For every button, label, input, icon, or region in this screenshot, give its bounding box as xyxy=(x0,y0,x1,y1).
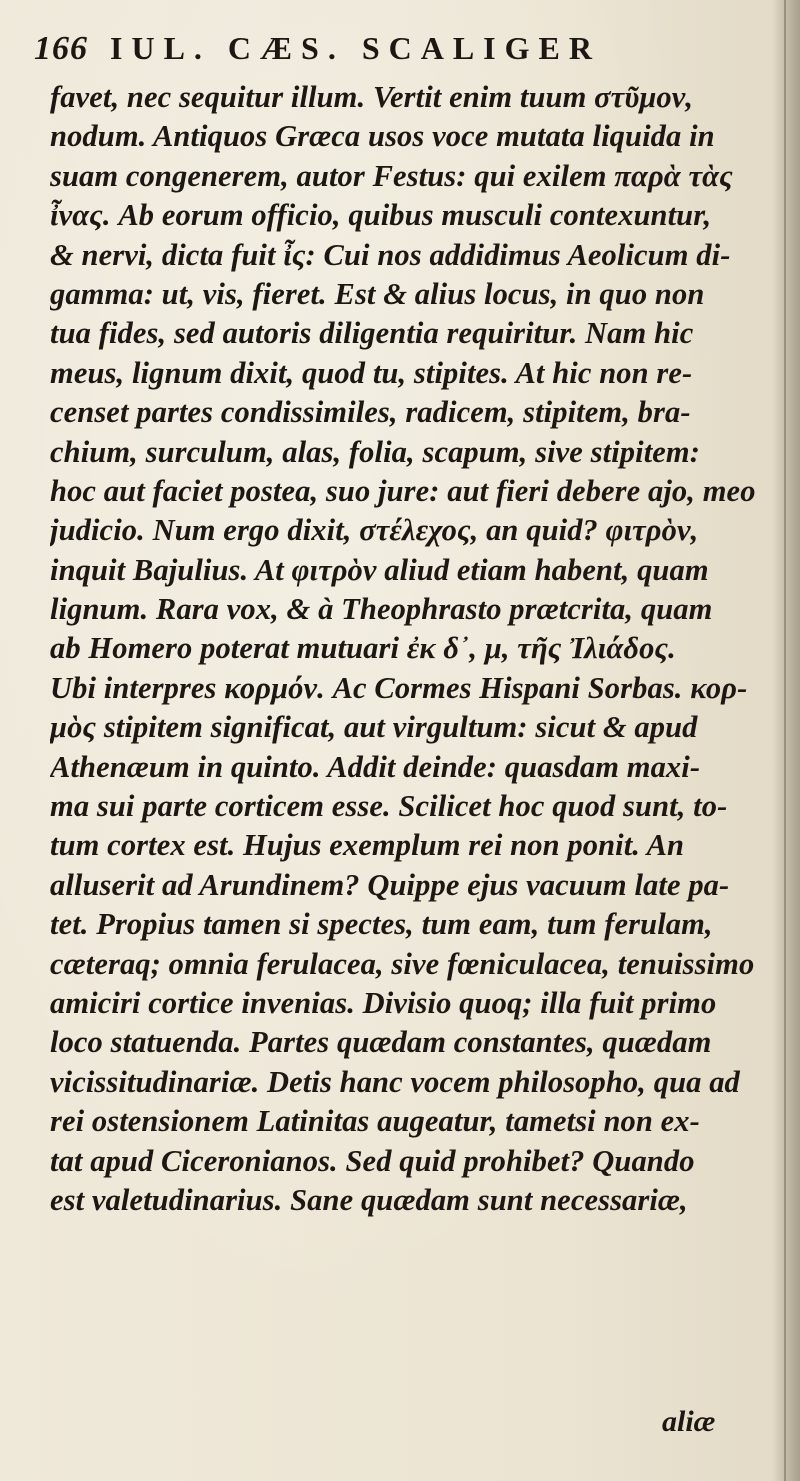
text-line: ἶνας. Ab eorum officio, quibus musculi contexuntur, xyxy=(50,198,712,233)
text-line: ab Homero poterat mutuari ἐκ δ᾽, μ, τῆς Ἰλιάδος. xyxy=(50,631,676,666)
text-line: nodum. Antiquos Græca usos voce mutata liquida in xyxy=(50,119,715,154)
text-line: hoc aut faciet postea, suo jure: aut fieri debere ajo, meo xyxy=(50,473,756,508)
text-line: Athenæum in quinto. Addit deinde: quasdam maxi- xyxy=(50,749,701,784)
text-line: tet. Propius tamen si spectes, tum eam, tum ferulam, xyxy=(50,907,713,942)
text-line: favet, nec sequitur illum. Vertit enim tuum στῦμον, xyxy=(50,80,694,114)
page-edge-shadow xyxy=(772,0,800,1481)
text-line: tat apud Ciceronianos. Sed quid prohibet? Quando xyxy=(50,1143,695,1178)
text-line: lignum. Rara vox, & à Theophrasto prætcrita, quam xyxy=(50,592,713,627)
text-line: alluserit ad Arundinem? Quippe ejus vacuum late pa- xyxy=(50,867,730,902)
text-line: suam congenerem, autor Festus: qui exilem παρὰ τὰς xyxy=(50,158,733,193)
text-line: tua fides, sed autoris diligentia requiritur. Nam hic xyxy=(50,316,694,351)
text-line: loco statuenda. Partes quædam constantes, quædam xyxy=(50,1025,712,1060)
text-line: vicissitudinariæ. Detis hanc vocem philosopho, qua ad xyxy=(50,1064,740,1099)
text-line: μὸς stipitem significat, aut virgultum: sicut & apud xyxy=(50,710,698,745)
text-line: est valetudinarius. Sane quædam sunt necessariæ, xyxy=(50,1182,688,1217)
text-line: censet partes condissimiles, radicem, stipitem, bra- xyxy=(50,395,691,430)
text-line: rei ostensionem Latinitas augeatur, tametsi non ex- xyxy=(50,1104,700,1139)
text-line: amiciri cortice invenias. Divisio quoq; illa fuit primo xyxy=(50,985,717,1020)
text-line: inquit Bajulius. At φιτρὸν aliud etiam habent, quam xyxy=(50,552,709,587)
text-line: gamma: ut, vis, fieret. Est & alius locus, in quo non xyxy=(50,276,705,311)
text-line: tum cortex est. Hujus exemplum rei non ponit. An xyxy=(50,828,685,863)
page-edge-line xyxy=(784,0,786,1481)
text-line: Ubi interpres κορμόν. Ac Cormes Hispani Sorbas. κορ- xyxy=(50,670,748,705)
text-line: judicio. Num ergo dixit, στέλεχος, an quid? φιτρὸν, xyxy=(50,513,699,548)
text-line: meus, lignum dixit, quod tu, stipites. At hic non re- xyxy=(50,355,693,390)
running-head: IUL. CÆS. SCALIGER xyxy=(110,30,601,66)
text-line: ma sui parte corticem esse. Scilicet hoc quod sunt, to- xyxy=(50,789,728,824)
page-header xyxy=(34,30,754,78)
catchword: aliæ xyxy=(662,1405,716,1438)
body-text xyxy=(50,78,772,1388)
page-number: 166 xyxy=(34,30,88,67)
text-line: chium, surculum, alas, folia, scapum, sive stipitem: xyxy=(50,434,700,469)
text-line: cæteraq; omnia ferulacea, sive fœniculacea, tenuissimo xyxy=(50,946,755,981)
text-line: & nervi, dicta fuit ἶς: Cui nos addidimus Aeolicum di- xyxy=(50,237,731,272)
